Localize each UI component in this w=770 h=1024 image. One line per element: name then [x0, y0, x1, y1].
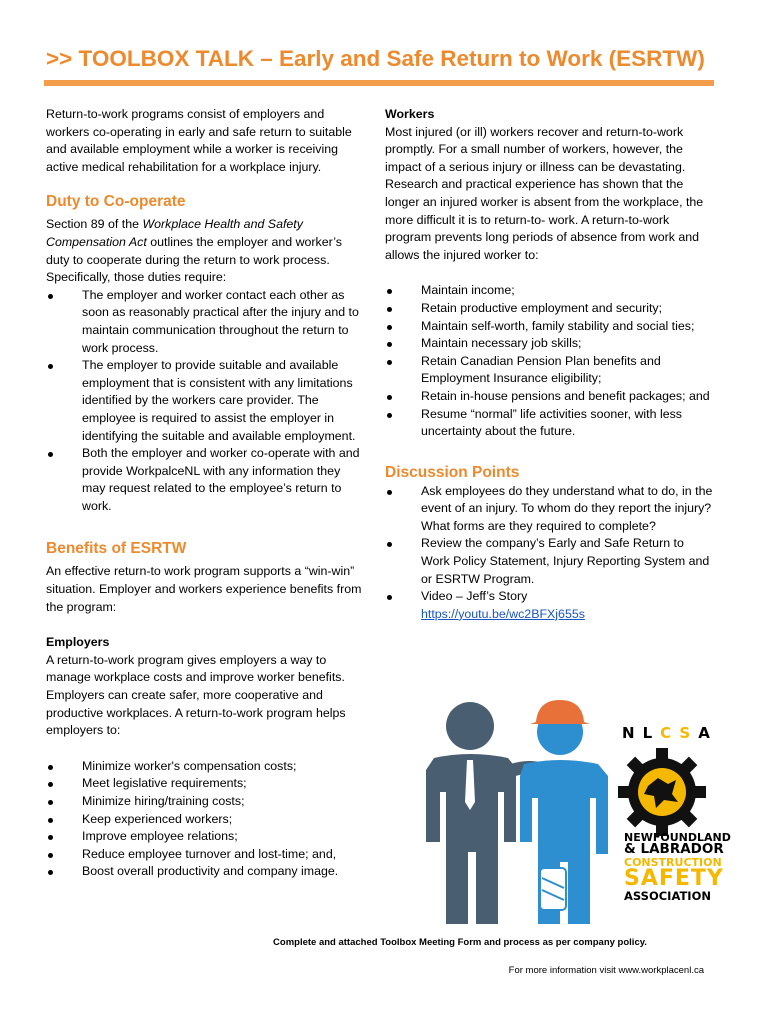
duty-text-pre: Section 89 of the: [46, 217, 143, 232]
list-item: Ask employees do they understand what to do, in the event of an injury. To whom do they report the injury? What forms are they required to complete?: [385, 483, 715, 536]
list-item: The employer to provide suitable and available employment that is consistent with any limitations identified by the workers care provider. The employee is required to assist the employer in identifying the suitable and available employment.: [46, 357, 366, 445]
hardhat-icon: [530, 700, 590, 724]
list-item: Retain Canadian Pension Plan benefits and Employment Insurance eligibility;: [385, 353, 715, 388]
list-item: Reduce employee turnover and lost-time; and,: [46, 846, 366, 864]
employer-figure: [426, 702, 516, 924]
title-divider: [44, 80, 714, 86]
list-item: Retain in-house pensions and benefit packages; and: [385, 388, 715, 406]
duty-paragraph: [46, 216, 366, 286]
footer-info: For more information visit www.workplacenl.ca: [508, 965, 704, 976]
list-item: Review the company’s Early and Safe Return to Work Policy Statement, Injury Reporting System and or ESRTW Program.: [385, 535, 715, 588]
employers-paragraph: A return-to-work program gives employers a way to manage workplace costs and improve worker benefits. Employers can create safer, more cooperative and productive workplaces. A return-to-work program helps employers to:: [46, 652, 346, 738]
footer-policy-note: Complete and attached Toolbox Meeting Form and process as per company policy.: [273, 937, 647, 948]
nlcsa-letters: NLCSA: [622, 724, 718, 742]
list-item: Maintain income;: [385, 282, 715, 300]
left-column: [46, 106, 366, 881]
list-item: Improve employee relations;: [46, 828, 366, 846]
right-column: [385, 106, 715, 623]
employers-heading: Employers: [46, 635, 110, 650]
list-item: Minimize hiring/training costs;: [46, 793, 366, 811]
discussion-heading: Discussion Points: [385, 463, 520, 481]
list-item: Boost overall productivity and company image.: [46, 863, 366, 881]
page-title: >> TOOLBOX TALK – Early and Safe Return to Work (ESRTW): [46, 46, 705, 71]
list-item: Keep experienced workers;: [46, 811, 366, 829]
list-item: Both the employer and worker co-operate with and provide WorkpalceNL with any information they may request related to the employee’s return to work.: [46, 445, 366, 515]
video-label: Video – Jeff’s Story: [421, 589, 528, 604]
intro-paragraph: Return-to-work programs consist of employers and workers co-operating in early and safe return to suitable and available employment while a worker is receiving active medical rehabilitation for a workplace injury.: [46, 107, 352, 174]
benefits-paragraph: An effective return-to work program supports a “win-win” situation. Employer and workers experience benefits from the program:: [46, 564, 362, 614]
duty-text-post: outlines the employer and worker’s duty to cooperate during the return to work process. Specifically, those duties require:: [46, 234, 342, 285]
act-name: Workplace Health and Safety Compensation Act: [46, 217, 303, 249]
discussion-list: [385, 483, 715, 624]
list-item: [385, 588, 715, 623]
list-item: The employer and worker contact each other as soon as reasonably practical after the injury and to maintain communication throughout the return to work process.: [46, 287, 366, 357]
nlcsa-wordmark: NEWFOUNDLAND & LABRADOR CONSTRUCTION SAFETY ASSOCIATION: [624, 831, 731, 903]
list-item: Resume “normal” life activities sooner, with less uncertainty about the future.: [385, 406, 715, 441]
video-link[interactable]: https://youtu.be/wc2BFXj655s: [421, 606, 585, 621]
list-item: Maintain self-worth, family stability and social ties;: [385, 318, 715, 336]
nlcsa-gear-icon: [618, 748, 706, 836]
duty-list: [46, 287, 366, 516]
list-item: Maintain necessary job skills;: [385, 335, 715, 353]
list-item: Meet legislative requirements;: [46, 775, 366, 793]
benefits-heading: Benefits of ESRTW: [46, 540, 187, 558]
safety-graphic: [412, 692, 731, 924]
duty-heading: Duty to Co-operate: [46, 193, 186, 211]
employers-list: [46, 758, 366, 881]
list-item: Minimize worker's compensation costs;: [46, 758, 366, 776]
list-item: Retain productive employment and security;: [385, 300, 715, 318]
workers-list: [385, 282, 715, 440]
workers-paragraph: Most injured (or ill) workers recover and return-to-work promptly. For a small number of workers, however, the impact of a serious injury or illness can be devastating. Research and practical experience has shown that the longer an injured worker is absent from the workplace, the more difficult it is to return-to- work. A return-to-work program prevents long periods of absence from work and allows the injured worker to:: [385, 124, 704, 262]
cast-icon: [540, 868, 566, 910]
workers-heading: Workers: [385, 107, 435, 121]
